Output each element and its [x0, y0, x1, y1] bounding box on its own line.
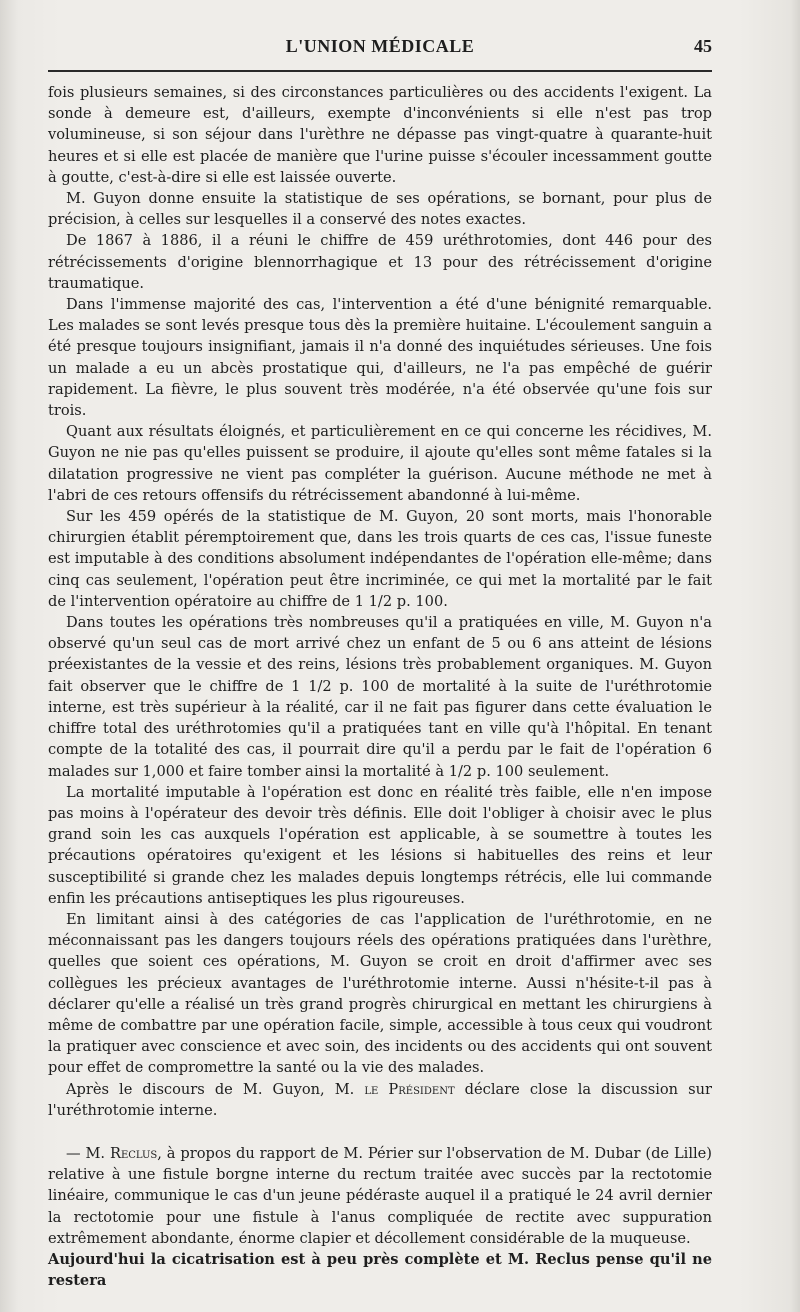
- section-gap: [48, 1121, 712, 1143]
- paragraph: M. Guyon donne ensuite la statistique de ses opérations, se bornant, pour plus de précision, à celles sur lesquelles il a conservé des notes exactes.: [48, 190, 712, 229]
- closing-paragraph: [48, 1079, 712, 1121]
- reclus-last-line: Aujourd'hui la cicatrisation est à peu près complète et M. Reclus pense qu'il ne restera: [48, 1250, 712, 1290]
- article-body: [48, 82, 712, 1291]
- paragraph-continued: fois plusieurs semaines, si des circonstances particulières ou des accidents l'exigent. La sonde à demeure est, d'ailleurs, exempte d'inconvénients si elle n'est pas trop volumineuse, si son séjour dans l'urèthre ne dépasse pas vingt-quatre à quarante-huit heures et si elle est placée de manière que l'urine puisse s'écouler incessamment goutte à goutte, c'est-à-dire si elle est laissée ouverte.: [48, 84, 712, 186]
- page-number: 45: [694, 36, 712, 56]
- page-header: [48, 36, 712, 62]
- le-smallcaps: le: [364, 1080, 379, 1098]
- reclus-paragraph: [48, 1143, 712, 1249]
- reclus-dash: — M.: [66, 1144, 110, 1162]
- president-smallcaps: Président: [388, 1080, 455, 1098]
- closing-text-end: déclare close la discussion sur l'uréthrotomie interne.: [48, 1080, 712, 1119]
- reclus-name: Reclus: [109, 1144, 158, 1162]
- paragraph: De 1867 à 1886, il a réuni le chiffre de 459 uréthrotomies, dont 446 pour des rétrécissements d'origine blennorrhagique et 13 pour des rétrécissement d'origine traumatique.: [48, 232, 712, 292]
- paragraph: La mortalité imputable à l'opération est donc en réalité très faible, elle n'en impose pas moins à l'opérateur des devoir très définis. Elle doit l'obliger à choisir avec le plus grand soin les cas auxquels l'opération est applicable, à se soumettre à toutes les précautions opératoires qu'exigent et les lésions si habituelles des reins et leur susceptibilité si grande chez les malades depuis longtemps rétrécis, elle lui commande enfin les précautions antiseptiques les plus rigoureuses.: [48, 783, 712, 907]
- reclus-text: , à propos du rapport de M. Périer sur l'observation de M. Dubar (de Lille) relative à une fistule borgne interne du rectum traitée avec succès par la rectotomie linéaire, communique le cas d'un jeune pédéraste auquel il a pratiqué le 24 avril dernier la rectotomie pour une fistule à l'anus compliquée de rectite avec suppuration extrêmement abondante, énorme clapier et décollement considérable de la muqueuse.: [48, 1144, 712, 1247]
- header-rule: [48, 70, 712, 72]
- paragraph: Quant aux résultats éloignés, et particulièrement en ce qui concerne les récidives, M. Guyon ne nie pas qu'elles puissent se produire, il ajoute qu'elles sont même fatales si la dilatation progressive ne vient pas compléter la guérison. Aucune méthode ne met à l'abri de ces retours offensifs du rétrécissement abandonné à lui-même.: [48, 423, 712, 504]
- paragraph: En limitant ainsi à des catégories de cas l'application de l'uréthrotomie, en ne méconnaissant pas les dangers toujours réels des opérations pratiquées dans l'urèthre, quelles que soient ces opérations, M. Guyon se croit en droit d'affirmer avec ses collègues les précieux avantages de l'uréthrotomie interne. Aussi n'hésite-t-il pas à déclarer qu'elle a réalisé un très grand progrès chirurgical en mettant les chirurgiens à même de combattre par une opération facile, simple, accessible à tous ceux qui voudront la pratiquer avec conscience et avec soin, des incidents ou des accidents qui ont souvent pour effet de compromettre la santé ou la vie des malades.: [48, 910, 712, 1077]
- paragraph: Sur les 459 opérés de la statistique de M. Guyon, 20 sont morts, mais l'honorable chirurgien établit péremptoirement que, dans les trois quarts de ces cas, l'issue funeste est imputable à des conditions absolument indépendantes de l'opération elle-même; dans cinq cas seulement, l'opération peut être incriminée, ce qui met la mortalité par le fait de l'intervention opératoire au chiffre de 1 1/2 p. 100.: [48, 508, 712, 610]
- running-title: L'UNION MÉDICALE: [285, 36, 475, 56]
- paragraph: Dans l'immense majorité des cas, l'intervention a été d'une bénignité remarquable. Les malades se sont levés presque tous dès la première huitaine. L'écoulement sanguin a été presque toujours insignifiant, jamais il n'a donné des inquiétudes sérieuses. Une fois un malade a eu un abcès prostatique qui, d'ailleurs, ne l'a pas empêché de guérir rapidement. La fièvre, le plus souvent très modérée, n'a été observée qu'une fois sur trois.: [48, 296, 712, 420]
- closing-text-start: Après le discours de M. Guyon, M.: [66, 1080, 365, 1098]
- paragraph: Dans toutes les opérations très nombreuses qu'il a pratiquées en ville, M. Guyon n'a observé qu'un seul cas de mort arrivé chez un enfant de 5 ou 6 ans atteint de lésions préexistantes de la vessie et des reins, lésions très probablement organiques. M. Guyon fait observer que le chiffre de 1 1/2 p. 100 de mortalité à la suite de l'uréthrotomie interne, est très supérieur à la réalité, car il ne fait pas figurer dans cette évaluation le chiffre total des uréthrotomies qu'il a pratiquées tant en ville qu'à l'hôpital. En tenant compte de la totalité des cas, il pourrait dire qu'il a perdu par le fait de l'opération 6 malades sur 1,000 et faire tomber ainsi la mortalité à 1/2 p. 100 seulement.: [48, 614, 712, 780]
